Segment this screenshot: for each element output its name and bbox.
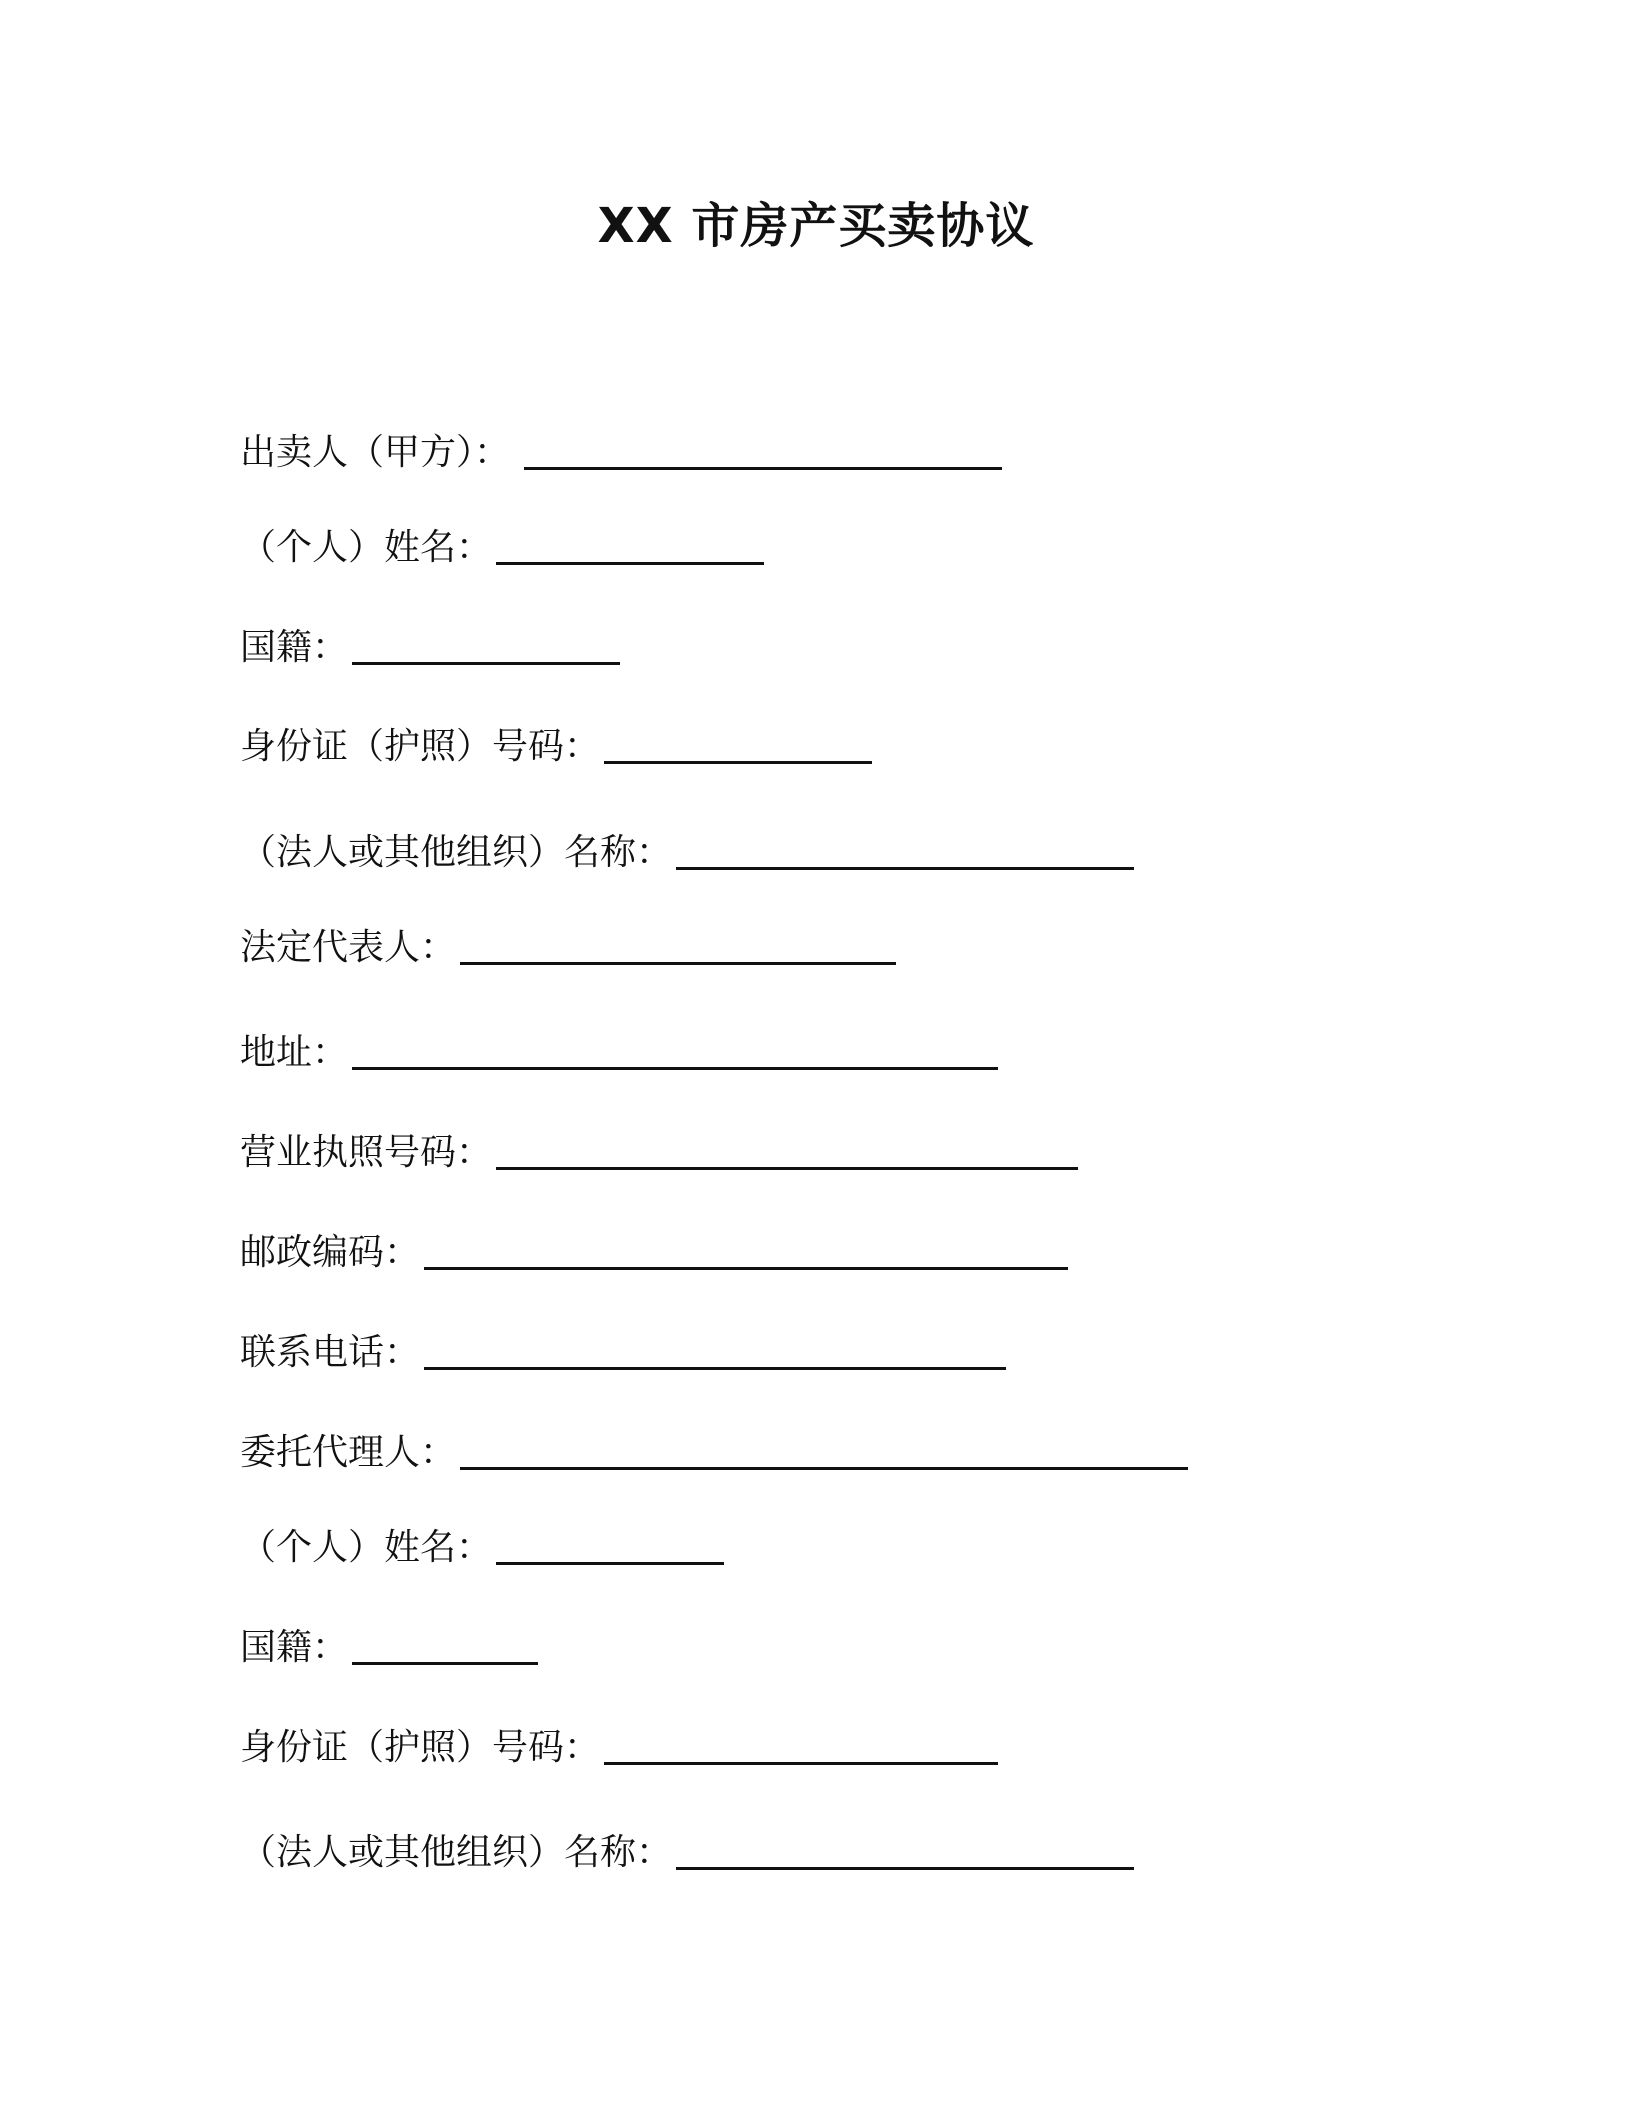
postal-code-label: 邮政编码： (240, 1232, 421, 1273)
agent-id-number-blank[interactable] (604, 1725, 998, 1765)
postal-code-blank[interactable] (424, 1230, 1068, 1270)
nationality-blank[interactable] (352, 625, 620, 665)
agent-nationality-line (240, 1619, 538, 1671)
organization-name-line (240, 824, 1134, 876)
phone-line (240, 1324, 1006, 1376)
id-number-label: 身份证（护照）号码： (240, 726, 601, 767)
agent-organization-name-label: （法人或其他组织）名称： (240, 1832, 673, 1873)
address-blank[interactable] (352, 1030, 998, 1070)
id-number-line (240, 718, 872, 770)
phone-blank[interactable] (424, 1330, 1006, 1370)
agent-id-number-label: 身份证（护照）号码： (240, 1727, 601, 1768)
address-label: 地址： (240, 1032, 349, 1073)
agent-label: 委托代理人： (240, 1432, 457, 1473)
organization-name-label: （法人或其他组织）名称： (240, 832, 673, 873)
agent-organization-name-blank[interactable] (676, 1830, 1134, 1870)
agent-nationality-label: 国籍： (240, 1627, 349, 1668)
business-license-label: 营业执照号码： (240, 1132, 493, 1173)
nationality-line (240, 619, 620, 671)
legal-representative-label: 法定代表人： (240, 927, 457, 968)
agent-individual-name-blank[interactable] (496, 1525, 724, 1565)
address-line (240, 1024, 998, 1076)
business-license-blank[interactable] (496, 1130, 1078, 1170)
document-title: XX 市房产买卖协议 (597, 198, 1035, 254)
agent-organization-name-line (240, 1824, 1134, 1876)
individual-name-blank[interactable] (496, 525, 764, 565)
id-number-blank[interactable] (604, 724, 872, 764)
agent-line (240, 1424, 1188, 1476)
individual-name-label: （个人）姓名： (240, 527, 493, 568)
organization-name-blank[interactable] (676, 830, 1134, 870)
agent-blank[interactable] (460, 1430, 1188, 1470)
phone-label: 联系电话： (240, 1332, 421, 1373)
seller-party-blank[interactable] (524, 430, 1002, 470)
agent-nationality-blank[interactable] (352, 1625, 538, 1665)
agent-individual-name-line (240, 1519, 724, 1571)
business-license-line (240, 1124, 1078, 1176)
legal-representative-line (240, 919, 896, 971)
individual-name-line (240, 519, 764, 571)
seller-party-line (240, 424, 1002, 476)
nationality-label: 国籍： (240, 627, 349, 668)
postal-code-line (240, 1224, 1068, 1276)
seller-party-label: 出卖人（甲方）： (240, 432, 511, 473)
agent-individual-name-label: （个人）姓名： (240, 1527, 493, 1568)
legal-representative-blank[interactable] (460, 925, 896, 965)
agent-id-number-line (240, 1719, 998, 1771)
